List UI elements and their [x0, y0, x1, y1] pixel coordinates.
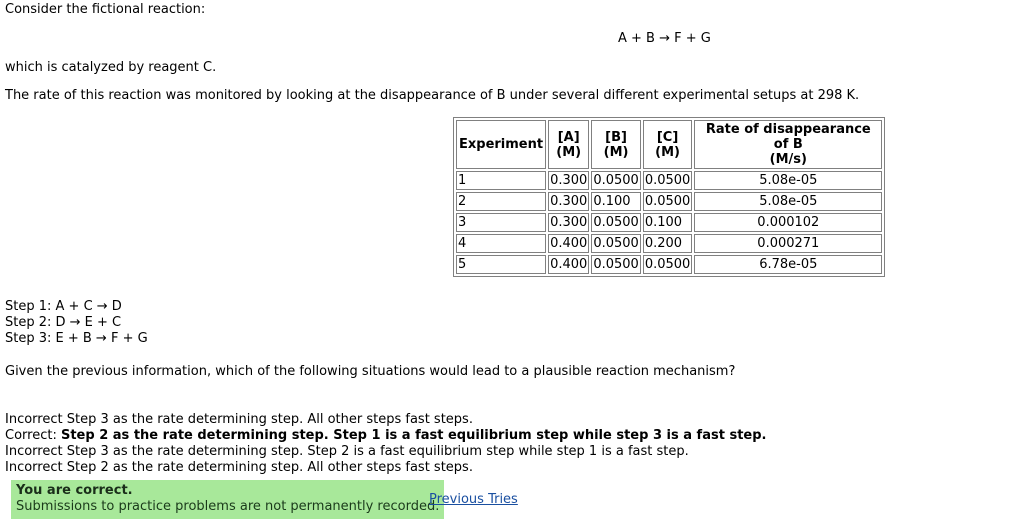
reaction-equation: A + B → F + G: [618, 31, 711, 46]
header-rate-top: Rate of disappearance of B: [705, 122, 871, 152]
cell-rate: 6.78e-05: [694, 255, 882, 274]
cell-rate: 5.08e-05: [694, 192, 882, 211]
table-header-row: [456, 120, 882, 169]
cell-b: 0.0500: [593, 215, 639, 230]
step-3: Step 3: E + B → F + G: [5, 331, 148, 346]
header-a-unit: (M): [556, 144, 582, 160]
answer-prefix: Incorrect: [5, 460, 63, 475]
question-text: Given the previous information, which of the following situations would lead to a plausible reaction mechanism?: [5, 364, 736, 379]
cell-b: 0.0500: [593, 257, 639, 272]
table-row: [456, 213, 882, 232]
cell-c: 0.0500: [644, 173, 691, 188]
answer-list: [5, 412, 766, 476]
cell-b: 0.100: [591, 192, 641, 211]
cell-experiment: 5: [456, 255, 546, 274]
cell-b: 0.0500: [593, 236, 639, 251]
answer-item: [5, 444, 766, 460]
cell-rate: 0.000271: [694, 234, 882, 253]
answer-prefix: Correct:: [5, 428, 57, 443]
cell-experiment: 2: [456, 192, 546, 211]
header-a-top: [A]: [557, 129, 580, 145]
cell-experiment: 3: [456, 213, 546, 232]
cell-a: 0.400: [550, 257, 588, 272]
table-row: [456, 192, 882, 211]
header-c-top: [C]: [656, 129, 679, 145]
answer-text: Step 2 as the rate determining step. Step 1 is a fast equilibrium step while step 3 is a fast step.: [60, 428, 767, 443]
feedback-message: Submissions to practice problems are not permanently recorded.: [16, 499, 440, 514]
cell-a: 0.300: [550, 173, 588, 188]
answer-prefix: Incorrect: [5, 444, 63, 459]
cell-b: 0.0500: [593, 173, 639, 188]
previous-tries-link[interactable]: Previous Tries: [429, 492, 518, 507]
cell-c: 0.200: [643, 234, 693, 253]
header-c: [643, 120, 693, 169]
cell-a: 0.300: [550, 215, 588, 230]
answer-item: [5, 460, 766, 476]
answer-item-correct: [5, 428, 766, 444]
header-a: [548, 120, 589, 169]
cell-a: 0.300: [550, 194, 588, 209]
answer-text: Step 3 as the rate determining step. All other steps fast steps.: [66, 412, 473, 427]
step-2: Step 2: D → E + C: [5, 315, 122, 330]
table-row: [456, 234, 882, 253]
feedback-box: [11, 480, 444, 519]
table-row: [456, 255, 882, 274]
cell-experiment: 4: [456, 234, 546, 253]
cell-c: 0.0500: [644, 257, 691, 272]
header-rate-unit: (M/s): [769, 152, 807, 167]
mechanism-steps: [5, 299, 148, 347]
experiment-table: [453, 117, 885, 277]
intro-text: Consider the fictional reaction:: [5, 2, 206, 17]
cell-c: 0.100: [643, 213, 693, 232]
feedback-title: You are correct.: [16, 483, 133, 498]
header-b-unit: (M): [603, 144, 629, 160]
cell-rate: 0.000102: [694, 213, 882, 232]
answer-text: Step 2 as the rate determining step. All other steps fast steps.: [66, 460, 473, 475]
step-1: Step 1: A + C → D: [5, 299, 122, 314]
table-row: [456, 171, 882, 190]
header-b: [591, 120, 641, 169]
cell-c: 0.0500: [644, 194, 691, 209]
answer-prefix: Incorrect: [5, 412, 63, 427]
header-b-top: [B]: [605, 129, 627, 145]
answer-item: [5, 412, 766, 428]
answer-text: Step 3 as the rate determining step. Step 2 is a fast equilibrium step while step 1 is a fast step.: [66, 444, 689, 459]
header-experiment: Experiment: [456, 120, 546, 169]
rate-description: The rate of this reaction was monitored by looking at the disappearance of B under several different experimental setups at 298 K.: [5, 88, 860, 103]
catalyst-text: which is catalyzed by reagent C.: [5, 60, 217, 75]
cell-experiment: 1: [456, 171, 546, 190]
cell-rate: 5.08e-05: [694, 171, 882, 190]
header-c-unit: (M): [655, 144, 680, 160]
header-rate: [694, 120, 882, 169]
cell-a: 0.400: [550, 236, 588, 251]
